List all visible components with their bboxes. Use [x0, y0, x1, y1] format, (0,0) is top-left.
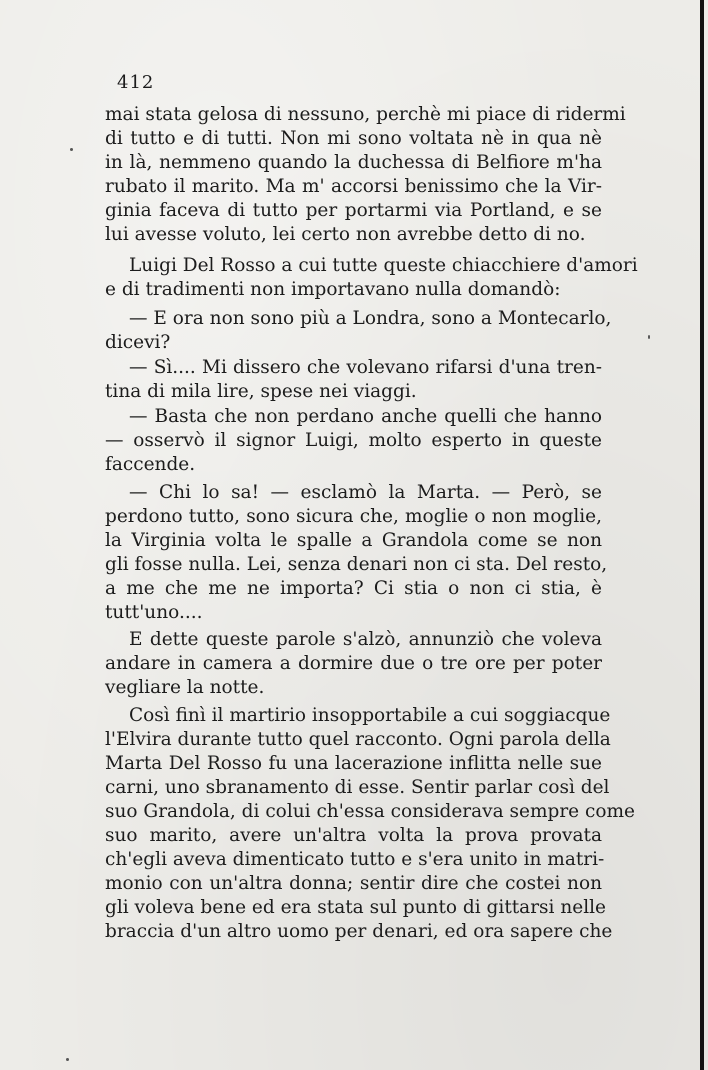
text-line: suo marito, avere un'altra volta la prova provata: [105, 825, 602, 846]
paper-speck: [66, 1058, 69, 1061]
paragraph-first-line: Luigi Del Rosso a cui tutte queste chiacchiere d'amori: [129, 255, 638, 276]
text-line: in là, nemmeno quando la duchessa di Belfiore m'ha: [105, 152, 602, 173]
text-line: suo Grandola, di colui ch'essa considerava sempre come: [105, 801, 635, 822]
text-line: ch'egli aveva dimenticato tutto e s'era unito in matri-: [105, 849, 605, 870]
text-line: perdono tutto, sono sicura che, moglie o non moglie,: [105, 506, 602, 527]
text-line: l'Elvira durante tutto quel racconto. Ogni parola della: [105, 729, 611, 750]
paragraph-first-line: — E ora non sono più a Londra, sono a Montecarlo,: [129, 308, 612, 329]
text-line: a me che me ne importa? Ci stia o non ci stia, è: [105, 578, 602, 599]
text-line: carni, uno sbranamento di esse. Sentir parlar così del: [105, 777, 610, 798]
text-line: dicevi?: [105, 332, 171, 353]
text-line: gli voleva bene ed era stata sul punto di gittarsi nelle: [105, 897, 606, 918]
text-line: tina di mila lire, spese nei viaggi.: [105, 381, 417, 402]
text-line: di tutto e di tutti. Non mi sono voltata nè in qua nè: [105, 128, 602, 149]
page-number: 412: [117, 72, 155, 93]
paragraph-first-line: — Basta che non perdano anche quelli che hanno: [129, 406, 602, 427]
text-line: mai stata gelosa di nessuno, perchè mi piace di ridermi: [105, 104, 626, 125]
page-binding-edge: [700, 0, 704, 1070]
text-line: la Virginia volta le spalle a Grandola come se non: [105, 530, 602, 551]
paper-speck: [70, 148, 73, 151]
text-line: lui avesse voluto, lei certo non avrebbe detto di no.: [105, 224, 586, 245]
text-line: Marta Del Rosso fu una lacerazione inflitta nelle sue: [105, 753, 602, 774]
text-line: vegliare la notte.: [105, 677, 265, 698]
paragraph-first-line: Così finì il martirio insopportabile a cui soggiacque: [129, 705, 611, 726]
text-line: gli fosse nulla. Lei, senza denari non ci sta. Del resto,: [105, 554, 608, 575]
paragraph-first-line: — Sì.... Mi dissero che volevano rifarsi d'una tren-: [129, 357, 602, 378]
text-line: andare in camera a dormire due o tre ore per poter: [105, 653, 602, 674]
text-line: e di tradimenti non importavano nulla domandò:: [105, 279, 561, 300]
paragraph-first-line: — Chi lo sa! — esclamò la Marta. — Però, se: [129, 482, 602, 503]
text-line: rubato il marito. Ma m' accorsi benissimo che la Vir-: [105, 176, 602, 197]
text-line: monio con un'altra donna; sentir dire che costei non: [105, 873, 602, 894]
text-line: tutt'uno....: [105, 602, 203, 623]
paper-speck: [648, 335, 650, 339]
text-line: ginia faceva di tutto per portarmi via Portland, e se: [105, 200, 602, 221]
text-line: — osservò il signor Luigi, molto esperto in queste: [105, 430, 602, 451]
text-line: braccia d'un altro uomo per denari, ed ora sapere che: [105, 921, 613, 942]
text-line: faccende.: [105, 454, 196, 475]
paragraph-first-line: E dette queste parole s'alzò, annunziò che voleva: [129, 629, 602, 650]
